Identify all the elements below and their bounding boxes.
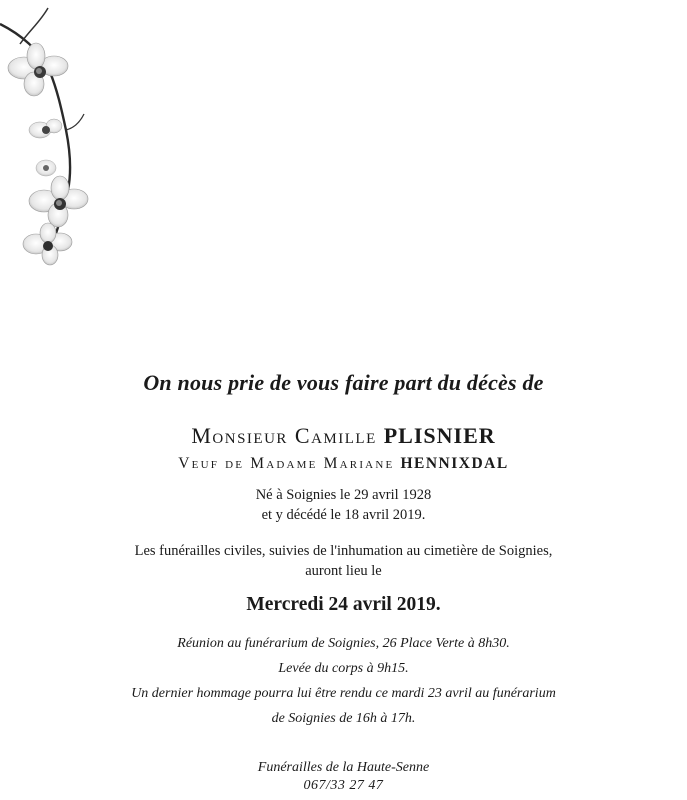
funeral-date: Mercredi 24 avril 2019.	[246, 594, 441, 615]
birth-line: Né à Soignies le 29 avril 1928	[255, 487, 432, 503]
deceased-name	[0, 423, 687, 449]
levee-line: Levée du corps à 9h15.	[278, 661, 409, 676]
funeral-home-phone: 067/33 27 47	[303, 778, 384, 793]
widow-line	[0, 455, 687, 473]
widow-title: Veuf de Madame Mariane	[178, 455, 395, 472]
homage-line-2: de Soignies de 16h à 17h.	[271, 711, 416, 726]
death-line: et y décédé le 18 avril 2019.	[261, 507, 426, 523]
homage-line-1: Un dernier hommage pourra lui être rendu ce mardi 23 avril au funérarium	[131, 686, 556, 701]
intro-line: On nous prie de vous faire part du décès de	[143, 370, 544, 395]
funeral-line-1: Les funérailles civiles, suivies de l'inhumation au cimetière de Soignies,	[134, 543, 553, 559]
funeral-home-name: Funérailles de la Haute-Senne	[257, 760, 430, 775]
funeral-line-2: auront lieu le	[305, 563, 382, 579]
deceased-surname: PLISNIER	[383, 423, 496, 448]
meeting-line: Réunion au funérarium de Soignies, 26 Place Verte à 8h30.	[177, 636, 510, 651]
widow-surname: HENNIXDAL	[400, 455, 509, 472]
deceased-title: Monsieur Camille	[191, 423, 377, 448]
